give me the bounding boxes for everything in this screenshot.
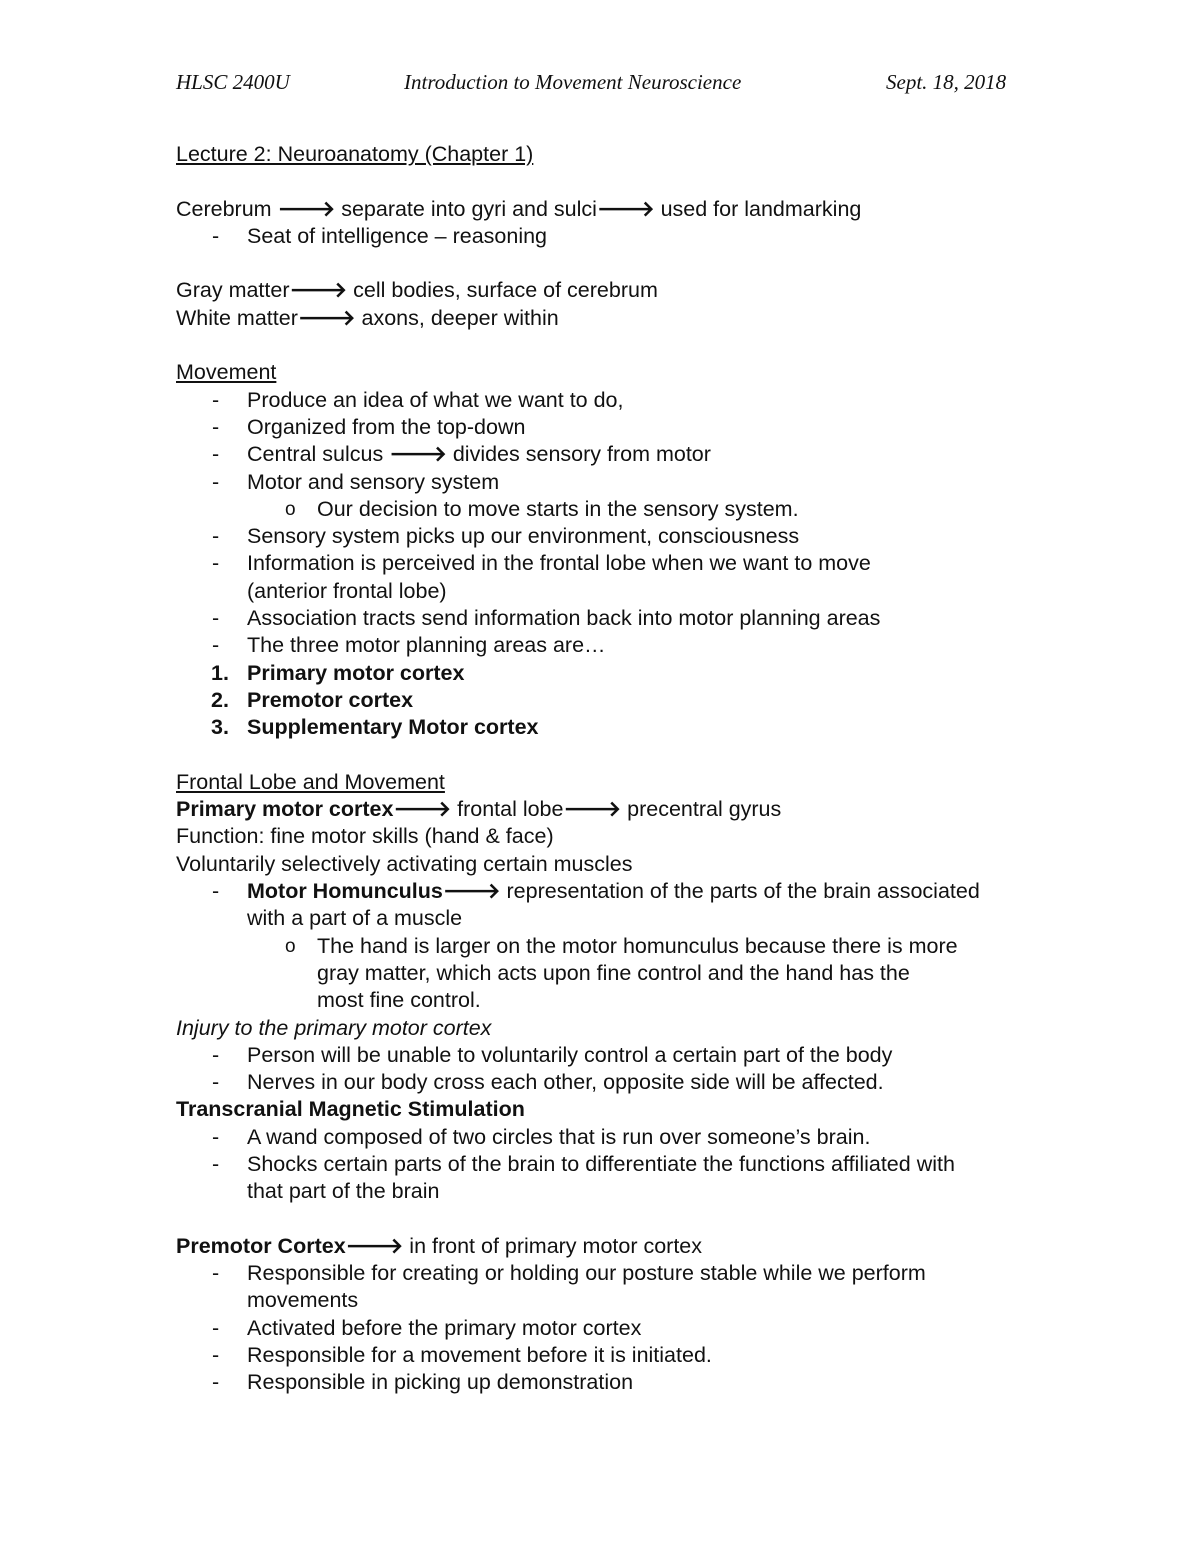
bullet-text: A wand composed of two circles that is run over someone’s brain. — [247, 1124, 871, 1149]
cerebrum-text: separate into gyri and sulci — [335, 196, 597, 221]
bullet-text: Responsible for a movement before it is initiated. — [247, 1343, 712, 1368]
dash-bullet: - — [212, 1070, 220, 1095]
bullet-text: The hand is larger on the motor homunculus because there is more — [317, 933, 958, 958]
numbered-text: Primary motor cortex — [247, 660, 465, 685]
arrow-icon: 🡒 — [345, 1233, 404, 1258]
bullet-item — [176, 469, 1076, 496]
bullet-text: Produce an idea of what we want to do, — [247, 387, 624, 412]
bullet-continuation: that part of the brain — [247, 1179, 440, 1204]
bullet-text: Shocks certain parts of the brain to differentiate the functions affiliated with — [247, 1151, 955, 1176]
sub-bullet-item — [176, 496, 1076, 523]
frontal-lobe-heading: Frontal Lobe and Movement — [176, 769, 445, 794]
arrow-icon: 🡒 — [393, 797, 452, 822]
bullet-text: Our decision to move starts in the sensory system. — [317, 496, 799, 521]
arrow-icon: 🡒 — [389, 442, 447, 467]
numbered-item — [176, 660, 1076, 687]
bullet-continuation: (anterior frontal lobe) — [247, 578, 447, 603]
dash-bullet: - — [212, 633, 220, 658]
numbered-item — [176, 687, 1076, 714]
bullet-text: The three motor planning areas are… — [247, 633, 606, 658]
bullet-text: Motor and sensory system — [247, 469, 500, 494]
dash-bullet: - — [212, 442, 220, 467]
list-number: 2. — [211, 687, 229, 712]
bullet-text: Person will be unable to voluntarily control a certain part of the body — [247, 1042, 893, 1067]
notes-body — [176, 141, 1076, 1397]
white-matter-term: White matter — [176, 305, 298, 330]
bullet-text: Central sulcus — [247, 442, 390, 467]
injury-heading: Injury to the primary motor cortex — [176, 1015, 492, 1040]
bullet-text: Sensory system picks up our environment, consciousness — [247, 524, 800, 549]
arrow-icon: 🡒 — [563, 797, 622, 822]
dash-bullet: - — [212, 1261, 220, 1286]
bullet-text: Seat of intelligence – reasoning — [247, 223, 548, 248]
cerebrum-term: Cerebrum — [176, 196, 278, 221]
dash-bullet: - — [212, 879, 220, 904]
primary-motor-line — [176, 796, 1076, 823]
primary-motor-text: precentral gyrus — [621, 797, 782, 822]
bullet-text: Nerves in our body cross each other, opposite side will be affected. — [247, 1070, 884, 1095]
bullet-item — [176, 387, 1076, 414]
numbered-item — [176, 714, 1076, 741]
bullet-text: Organized from the top-down — [247, 414, 526, 439]
dash-bullet: - — [212, 1315, 220, 1340]
bullet-item — [176, 223, 1076, 250]
dash-bullet: - — [212, 1370, 220, 1395]
primary-motor-term: Primary motor cortex — [176, 797, 394, 822]
bullet-text: Activated before the primary motor cortex — [247, 1315, 642, 1340]
gray-matter-text: cell bodies, surface of cerebrum — [347, 278, 658, 303]
bullet-item — [176, 1369, 1076, 1396]
arrow-icon: 🡒 — [596, 196, 655, 221]
circle-bullet: o — [285, 935, 296, 957]
dash-bullet: - — [212, 524, 220, 549]
dash-bullet: - — [212, 1151, 220, 1176]
dash-bullet: - — [212, 414, 220, 439]
bullet-continuation: gray matter, which acts upon fine control and the hand has the — [317, 960, 910, 985]
bullet-continuation: movements — [247, 1288, 359, 1313]
arrow-icon: 🡒 — [277, 196, 336, 221]
circle-bullet: o — [285, 498, 296, 520]
list-number: 3. — [211, 715, 229, 740]
dash-bullet: - — [212, 1124, 220, 1149]
bullet-item — [176, 1124, 1076, 1151]
movement-heading: Movement — [176, 360, 277, 385]
premotor-text: in front of primary motor cortex — [403, 1233, 703, 1258]
gray-matter-line — [176, 277, 1076, 304]
list-number: 1. — [211, 660, 229, 685]
white-matter-text: axons, deeper within — [355, 305, 559, 330]
numbered-text: Supplementary Motor cortex — [247, 715, 539, 740]
premotor-line — [176, 1233, 1076, 1260]
voluntary-line: Voluntarily selectively activating certain muscles — [176, 851, 633, 876]
bullet-item — [176, 550, 1076, 577]
primary-motor-text: frontal lobe — [451, 797, 564, 822]
dash-bullet: - — [212, 387, 220, 412]
bullet-item — [176, 1069, 1076, 1096]
header-course-code: HLSC 2400U — [176, 70, 290, 94]
bullet-item — [176, 605, 1076, 632]
bullet-text: Association tracts send information back into motor planning areas — [247, 606, 881, 631]
dash-bullet: - — [212, 1042, 220, 1067]
cerebrum-text: used for landmarking — [654, 196, 862, 221]
arrow-icon: 🡒 — [442, 879, 501, 904]
bullet-item — [176, 1342, 1076, 1369]
bullet-text: Information is perceived in the frontal lobe when we want to move — [247, 551, 871, 576]
header-date: Sept. 18, 2018 — [886, 70, 1007, 94]
bullet-continuation: most fine control. — [317, 988, 481, 1013]
numbered-text: Premotor cortex — [247, 687, 414, 712]
lecture-title: Lecture 2: Neuroanatomy (Chapter 1) — [176, 142, 534, 166]
bullet-item — [176, 878, 1076, 905]
homunculus-term: Motor Homunculus — [247, 879, 443, 904]
bullet-item — [176, 1260, 1076, 1287]
bullet-item — [176, 1315, 1076, 1342]
bullet-text: representation of the parts of the brain associated — [500, 879, 980, 904]
dash-bullet: - — [212, 551, 220, 576]
bullet-text: Responsible for creating or holding our posture stable while we perform — [247, 1261, 926, 1286]
bullet-item — [176, 441, 1076, 468]
bullet-text: Responsible in picking up demonstration — [247, 1370, 634, 1395]
bullet-item — [176, 523, 1076, 550]
premotor-term: Premotor Cortex — [176, 1233, 346, 1258]
bullet-item — [176, 632, 1076, 659]
dash-bullet: - — [212, 1343, 220, 1368]
dash-bullet: - — [212, 223, 220, 248]
white-matter-line — [176, 305, 1076, 332]
dash-bullet: - — [212, 606, 220, 631]
bullet-text: divides sensory from motor — [446, 442, 711, 467]
cerebrum-line — [176, 196, 1076, 223]
bullet-item — [176, 414, 1076, 441]
tms-heading: Transcranial Magnetic Stimulation — [176, 1097, 525, 1122]
sub-bullet-item — [176, 933, 1076, 960]
function-line: Function: fine motor skills (hand & face) — [176, 824, 554, 849]
bullet-continuation: with a part of a muscle — [247, 906, 463, 931]
arrow-icon: 🡒 — [289, 278, 348, 303]
gray-matter-term: Gray matter — [176, 278, 290, 303]
bullet-item — [176, 1151, 1076, 1178]
header-course-title: Introduction to Movement Neuroscience — [404, 70, 742, 94]
bullet-item — [176, 1042, 1076, 1069]
arrow-icon: 🡒 — [297, 305, 356, 330]
dash-bullet: - — [212, 469, 220, 494]
